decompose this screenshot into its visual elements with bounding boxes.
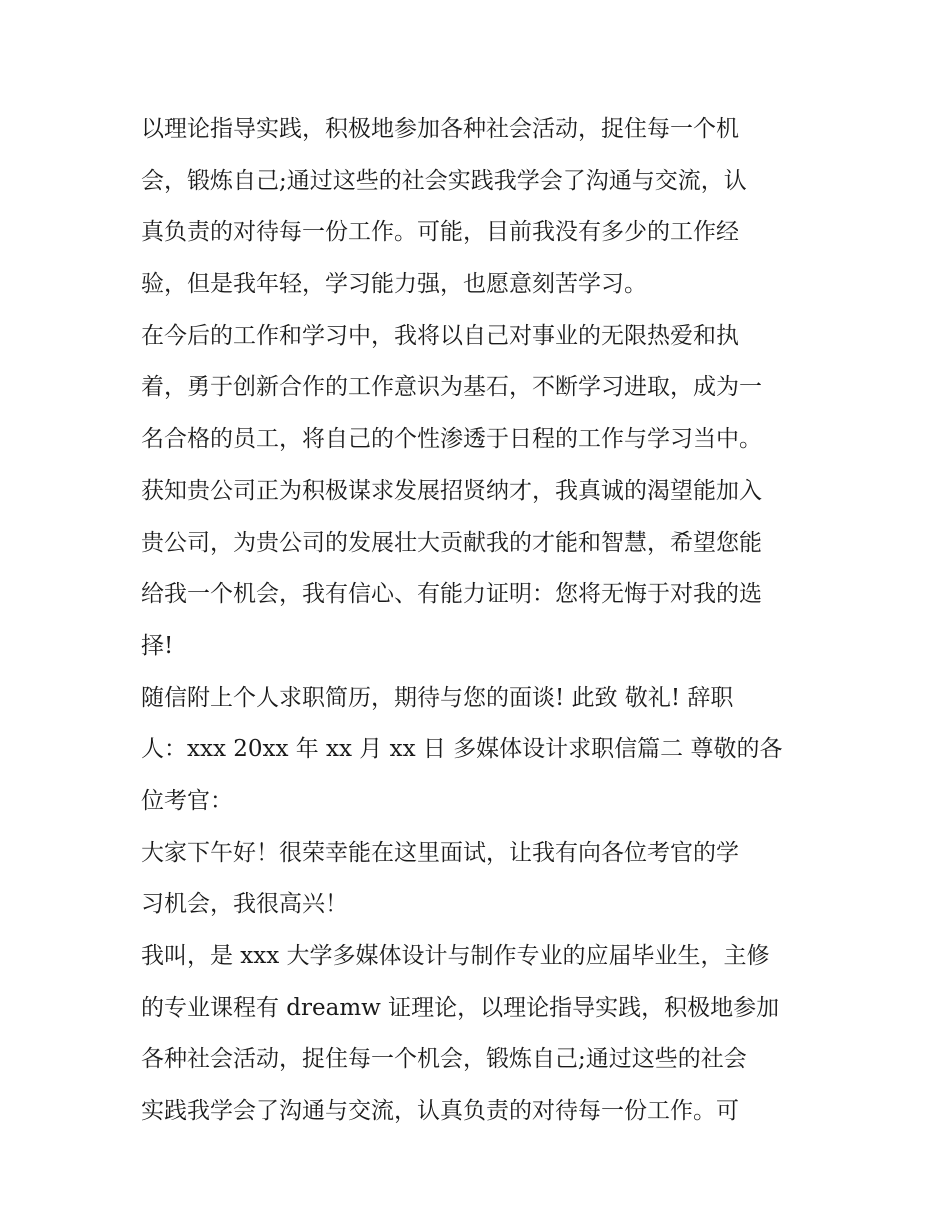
text-line: 随信附上个人求职简历，期待与您的面谈! 此致 敬礼! 辞职 <box>141 684 734 711</box>
text-line: 获知贵公司正为积极谋求发展招贤纳才，我真诚的渴望能加入 <box>141 477 762 504</box>
text-line: 在今后的工作和学习中，我将以自己对事业的无限热爱和执 <box>141 322 739 349</box>
text-line: 验，但是我年轻，学习能力强，也愿意刻苦学习。 <box>141 271 647 298</box>
text-line: 给我一个机会，我有信心、有能力证明：您将无悔于对我的选 <box>141 581 762 608</box>
text-line: 大家下午好！很荣幸能在这里面试，让我有向各位考官的学 <box>141 839 739 866</box>
text-line: 习机会，我很高兴！ <box>141 891 348 918</box>
text-line: 名合格的员工，将自己的个性渗透于日程的工作与学习当中。 <box>141 426 762 453</box>
text-line: 位考官： <box>141 787 233 814</box>
text-line: 人：xxx 20xx 年 xx 月 xx 日 多媒体设计求职信篇二 尊敬的各 <box>141 736 783 763</box>
text-line: 我叫，是 xxx 大学多媒体设计与制作专业的应届毕业生，主修 <box>141 943 770 969</box>
text-line: 各种社会活动，捉住每一个机会，锻炼自己;通过这些的社会 <box>141 1046 747 1073</box>
text-line: 以理论指导实践，积极地参加各种社会活动，捉住每一个机 <box>141 116 739 142</box>
text-line: 择! <box>141 632 174 659</box>
text-line: 真负责的对待每一份工作。可能，目前我没有多少的工作经 <box>141 219 739 246</box>
text-line: 贵公司，为贵公司的发展壮大贡献我的才能和智慧，希望您能 <box>141 529 762 556</box>
body-text <box>141 104 821 1138</box>
text-line: 的专业课程有 dreamw 证理论，以理论指导实践，积极地参加 <box>141 994 780 1021</box>
text-line: 会，锻炼自己;通过这些的社会实践我学会了沟通与交流，认 <box>141 167 747 194</box>
text-line: 实践我学会了沟通与交流，认真负责的对待每一份工作。可 <box>141 1098 739 1125</box>
text-line: 着，勇于创新合作的工作意识为基石，不断学习进取，成为一 <box>141 374 762 401</box>
